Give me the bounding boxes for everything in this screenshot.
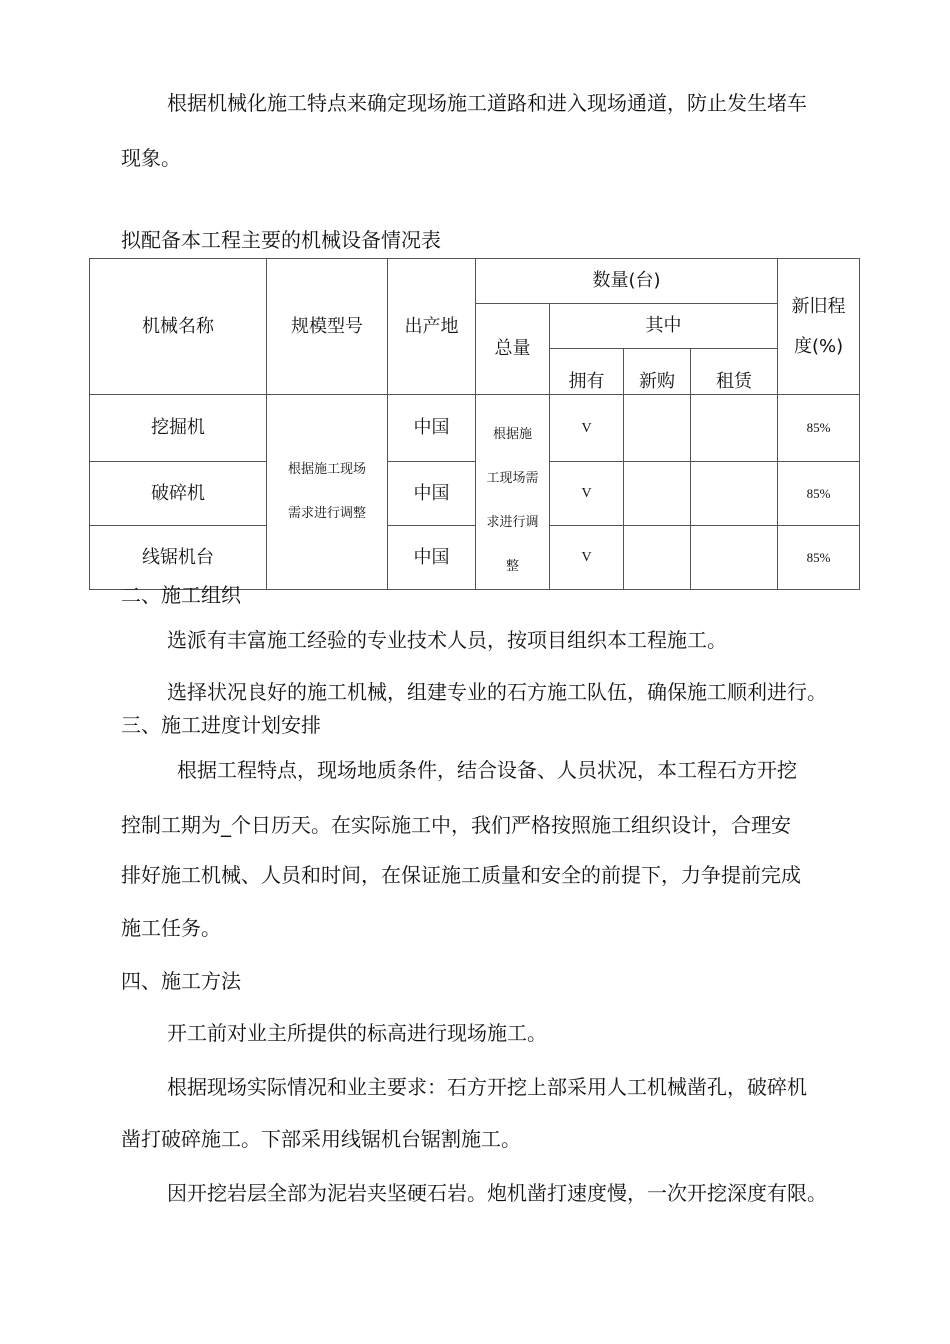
row-2-name: 破碎机 xyxy=(90,462,267,526)
row-3-name: 线锯机台 xyxy=(90,526,267,590)
row-2-origin: 中国 xyxy=(388,462,476,526)
total-merged-line-2: 工现场需 xyxy=(486,471,539,486)
paragraph-1-line-2: 现象。 xyxy=(121,146,181,170)
header-condition-line-2: 度(%) xyxy=(793,335,844,357)
section-4-paragraph-2-line-1: 根据现场实际情况和业主要求：石方开挖上部采用人工机械凿孔，破碎机 xyxy=(167,1075,807,1099)
table-row xyxy=(90,395,860,462)
section-2-paragraph-2: 选择状况良好的施工机械，组建专业的石方施工队伍，确保施工顺利进行。 xyxy=(167,680,827,704)
total-merged-line-3: 求进行调 xyxy=(486,515,539,530)
section-4-paragraph-3: 因开挖岩层全部为泥岩夹坚硬石岩。炮机凿打速度慢，一次开挖深度有限。 xyxy=(167,1181,827,1205)
paragraph-1-line-1: 根据机械化施工特点来确定现场施工道路和进入现场通道，防止发生堵车 xyxy=(167,91,807,115)
row-1-rent xyxy=(691,395,778,462)
model-merged-cell xyxy=(267,395,388,590)
row-2-new-buy xyxy=(624,462,691,526)
total-merged-cell xyxy=(476,395,550,590)
model-merged-line-2: 需求进行调整 xyxy=(287,506,366,521)
header-among: 其中 xyxy=(550,304,778,349)
header-new-buy: 新购 xyxy=(624,349,691,395)
row-2-rent xyxy=(691,462,778,526)
section-3-line-3: 排好施工机械、人员和时间，在保证施工质量和安全的前提下，力争提前完成 xyxy=(121,863,801,887)
row-1-owned: V xyxy=(550,395,624,462)
row-3-rent xyxy=(691,526,778,590)
section-4-paragraph-1: 开工前对业主所提供的标高进行现场施工。 xyxy=(167,1021,547,1045)
header-rent: 租赁 xyxy=(691,349,778,395)
total-merged-line-4: 整 xyxy=(505,559,519,574)
section-2-paragraph-1: 选派有丰富施工经验的专业技术人员，按项目组织本工程施工。 xyxy=(167,628,727,652)
row-1-condition: 85% xyxy=(778,395,860,462)
header-origin: 出产地 xyxy=(388,259,476,395)
section-3-line-1: 根据工程特点，现场地质条件，结合设备、人员状况，本工程石方开挖 xyxy=(177,758,797,782)
row-3-new-buy xyxy=(624,526,691,590)
section-3-heading: 三、施工进度计划安排 xyxy=(121,713,321,737)
row-1-new-buy xyxy=(624,395,691,462)
header-owned: 拥有 xyxy=(550,349,624,395)
total-merged-line-1: 根据施 xyxy=(492,427,532,442)
row-1-origin: 中国 xyxy=(388,395,476,462)
section-3-line-2: 控制工期为_个日历天。在实际施工中，我们严格按照施工组织设计，合理安 xyxy=(121,813,791,837)
header-total: 总量 xyxy=(476,304,550,395)
row-3-origin: 中国 xyxy=(388,526,476,590)
header-quantity: 数量(台) xyxy=(476,259,778,304)
row-3-condition: 85% xyxy=(778,526,860,590)
row-3-owned: V xyxy=(550,526,624,590)
model-merged-line-1: 根据施工现场 xyxy=(287,462,366,477)
equipment-table xyxy=(89,258,860,590)
row-1-name: 挖掘机 xyxy=(90,395,267,462)
table-title: 拟配备本工程主要的机械设备情况表 xyxy=(121,228,441,252)
section-3-line-4: 施工任务。 xyxy=(121,916,221,940)
header-name: 机械名称 xyxy=(90,259,267,395)
section-4-paragraph-2-line-2: 凿打破碎施工。下部采用线锯机台锯割施工。 xyxy=(121,1127,521,1151)
table-row xyxy=(90,462,860,526)
header-model: 规模型号 xyxy=(267,259,388,395)
header-condition-line-1: 新旧程 xyxy=(791,295,846,317)
header-condition xyxy=(778,259,860,395)
table-row xyxy=(90,526,860,590)
section-4-heading: 四、施工方法 xyxy=(121,969,241,993)
row-2-owned: V xyxy=(550,462,624,526)
row-2-condition: 85% xyxy=(778,462,860,526)
section-2-heading: 二、施工组织 xyxy=(121,583,241,607)
